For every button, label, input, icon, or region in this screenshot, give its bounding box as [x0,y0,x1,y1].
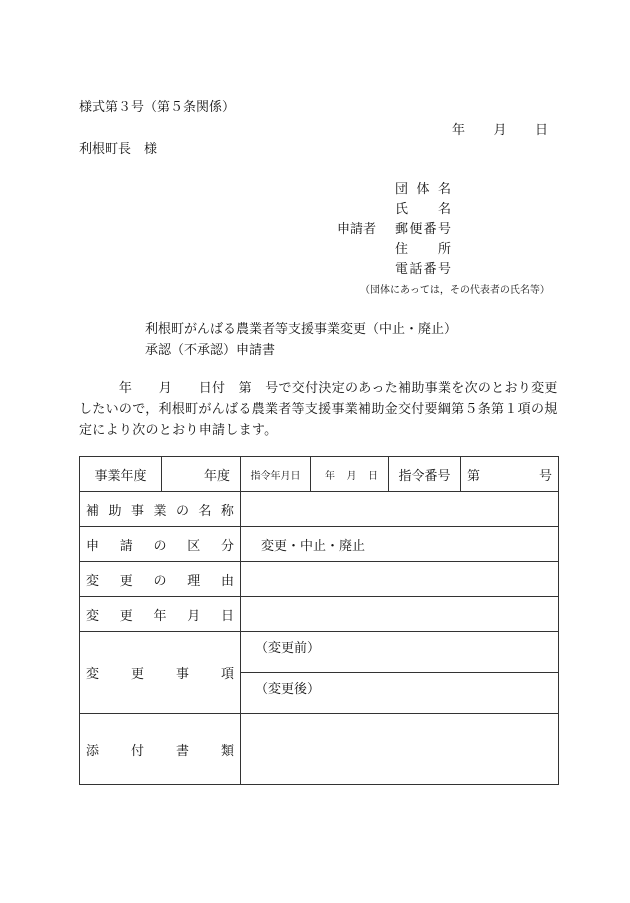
date-month: 月 [493,123,507,138]
category-value[interactable]: 変更・中止・廃止 [241,527,559,562]
addressee: 利根町長 様 [79,142,158,157]
attachments-row [80,714,559,785]
form-number: 様式第３号（第５条関係） [79,100,236,115]
attachments-value[interactable] [241,714,559,785]
change-date-label: 変 更 年 月 日 [80,597,241,632]
date-year: 年 [452,123,466,138]
directive-number-label: 指令番号 [389,457,461,492]
reason-value[interactable] [241,562,559,597]
reason-row [80,562,559,597]
body-text: 年 月 日付 第 号で交付決定のあった補助事業を次のとおり変更したいので，利根町がんばる農業者等支援事業補助金交付要綱第５条第１項の規定により次のとおり申請します。 [79,381,558,438]
change-after-cell[interactable] [241,673,559,714]
document-title-line1: 利根町がんばる農業者等支援事業変更（中止・廃止） [145,322,458,337]
directive-date-value: 年 月 日 [311,457,389,492]
applicant-role-label: 申請者 [337,222,377,237]
directive-number-value: 第 号 [461,457,559,492]
project-name-value[interactable] [241,492,559,527]
fiscal-year-unit: 年度 [162,457,241,492]
fiscal-year-label: 事業年度 [80,457,162,492]
submission-date [452,119,548,138]
application-table [79,456,559,785]
document-title-line2: 承認（不承認）申請書 [145,343,276,358]
applicant-org-name-label: 団 体 名 [395,182,451,197]
directive-date-label: 指令年月日 [241,457,311,492]
applicant-address-label: 住 所 [395,242,451,257]
project-name-row [80,492,559,527]
attachments-label: 添 付 書 類 [80,714,241,785]
applicant-phone-label: 電 話 番 号 [395,262,451,277]
change-date-row [80,597,559,632]
category-row [80,527,559,562]
reason-label: 変 更 の 理 由 [80,562,241,597]
change-date-value[interactable] [241,597,559,632]
applicant-postal-code-label: 郵 便 番 号 [395,222,451,237]
project-name-label: 補 助 事 業 の 名 称 [80,492,241,527]
applicant-name-label: 氏 名 [395,202,451,217]
change-before-label: （変更前） [255,641,321,656]
fiscal-year-row [80,457,559,492]
change-before-row [80,632,559,673]
change-before-cell[interactable] [241,632,559,673]
category-label: 申 請 の 区 分 [80,527,241,562]
date-day: 日 [534,123,548,138]
change-after-label: （変更後） [255,682,321,697]
change-items-label: 変 更 事 項 [80,632,241,714]
applicant-note: （団体にあっては，その代表者の氏名等） [360,285,550,296]
